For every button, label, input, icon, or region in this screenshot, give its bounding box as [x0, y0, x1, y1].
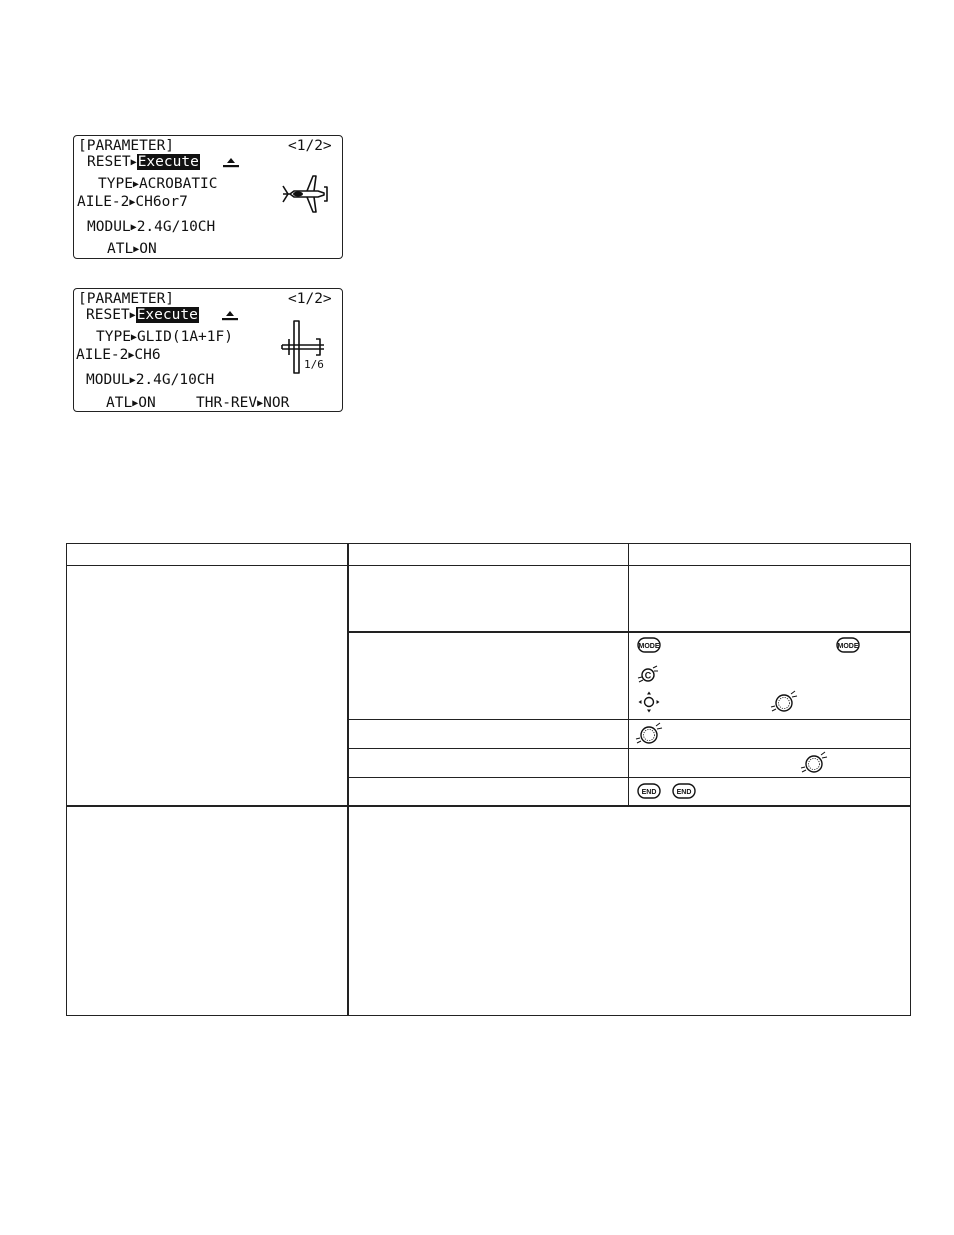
- type-label: TYPE: [96, 329, 131, 345]
- thr-rev-value[interactable]: NOR: [263, 395, 290, 411]
- arrow-right-icon: ▶: [129, 197, 136, 208]
- arrow-right-icon: ▶: [130, 157, 137, 168]
- type-value[interactable]: ACROBATIC: [138, 176, 218, 192]
- modul-label: MODUL: [87, 219, 131, 235]
- atl-value[interactable]: ON: [139, 241, 157, 257]
- modul-value[interactable]: 2.4G/10CH: [136, 219, 216, 235]
- modul-value[interactable]: 2.4G/10CH: [135, 372, 215, 388]
- end-button-text: END: [641, 789, 657, 796]
- screen-header: [PARAMETER]: [78, 138, 175, 154]
- atl-label: ATL: [107, 241, 134, 257]
- table-header-divider: [67, 565, 910, 566]
- push-button-icon: [221, 309, 239, 323]
- modul-label: MODUL: [86, 372, 130, 388]
- direction-pad-icon: [638, 691, 660, 713]
- screen-header: [PARAMETER]: [78, 291, 175, 307]
- screen-page-indicator: <1/2>: [288, 138, 332, 154]
- aile2-label: AILE-2: [76, 347, 129, 363]
- reset-label: RESET: [87, 154, 131, 170]
- arrow-right-icon: ▶: [132, 398, 139, 409]
- type-row: [96, 330, 233, 345]
- c-key-text: C: [644, 670, 652, 681]
- aile2-row: [76, 348, 161, 363]
- arrow-right-icon: ▶: [128, 350, 135, 361]
- execute-button[interactable]: Execute: [137, 154, 199, 170]
- reset-row: [87, 155, 200, 170]
- parameter-screen-acrobatic: [73, 135, 343, 259]
- dial-press-icon: [634, 722, 664, 746]
- modul-row: [87, 220, 215, 235]
- atl-row: [106, 396, 156, 411]
- atl-row: [107, 242, 157, 257]
- aile2-label: AILE-2: [77, 194, 130, 210]
- reset-row: [86, 308, 199, 323]
- end-button-text: END: [676, 789, 692, 796]
- dial-press-icon: [769, 690, 799, 714]
- screen-page-indicator: <1/2>: [288, 291, 332, 307]
- type-value[interactable]: GLID(1A+1F): [136, 329, 233, 345]
- thr-rev-row: [196, 396, 289, 411]
- parameter-screen-glider: [73, 288, 343, 412]
- type-label: TYPE: [98, 176, 133, 192]
- mode-button-icon: [836, 637, 860, 653]
- arrow-right-icon: ▶: [132, 179, 139, 190]
- arrow-right-icon: ▶: [130, 222, 137, 233]
- instruction-table: [66, 543, 911, 1016]
- thr-rev-label: THR-REV: [196, 395, 258, 411]
- mode-button-text: MODE: [837, 643, 859, 650]
- c-key-press-icon: [636, 664, 660, 684]
- arrow-right-icon: ▶: [257, 398, 264, 409]
- dial-press-icon: [799, 751, 829, 775]
- glider-icon-label: 1/6: [304, 358, 324, 371]
- mode-button-text: MODE: [638, 643, 660, 650]
- arrow-right-icon: ▶: [130, 332, 137, 343]
- acrobatic-airplane-icon: [280, 172, 330, 216]
- aile2-value[interactable]: CH6: [134, 347, 161, 363]
- end-button-icon: [672, 783, 696, 799]
- reset-label: RESET: [86, 307, 130, 323]
- arrow-right-icon: ▶: [129, 310, 136, 321]
- mode-button-icon: [637, 637, 661, 653]
- atl-value[interactable]: ON: [138, 395, 156, 411]
- table-row-divider: [67, 805, 910, 807]
- modul-row: [86, 373, 214, 388]
- table-row-divider: [348, 748, 910, 749]
- table-row-divider: [348, 777, 910, 778]
- push-button-icon: [222, 156, 240, 170]
- aile2-value[interactable]: CH6or7: [135, 194, 188, 210]
- table-divider-col-2: [628, 544, 629, 806]
- aile2-row: [77, 195, 188, 210]
- table-row-divider: [348, 719, 910, 720]
- table-divider-col-1: [347, 544, 349, 1015]
- type-row: [98, 177, 218, 192]
- execute-button[interactable]: Execute: [136, 307, 198, 323]
- atl-label: ATL: [106, 395, 133, 411]
- end-button-icon: [637, 783, 661, 799]
- table-row-divider: [348, 631, 910, 633]
- arrow-right-icon: ▶: [129, 375, 136, 386]
- arrow-right-icon: ▶: [133, 244, 140, 255]
